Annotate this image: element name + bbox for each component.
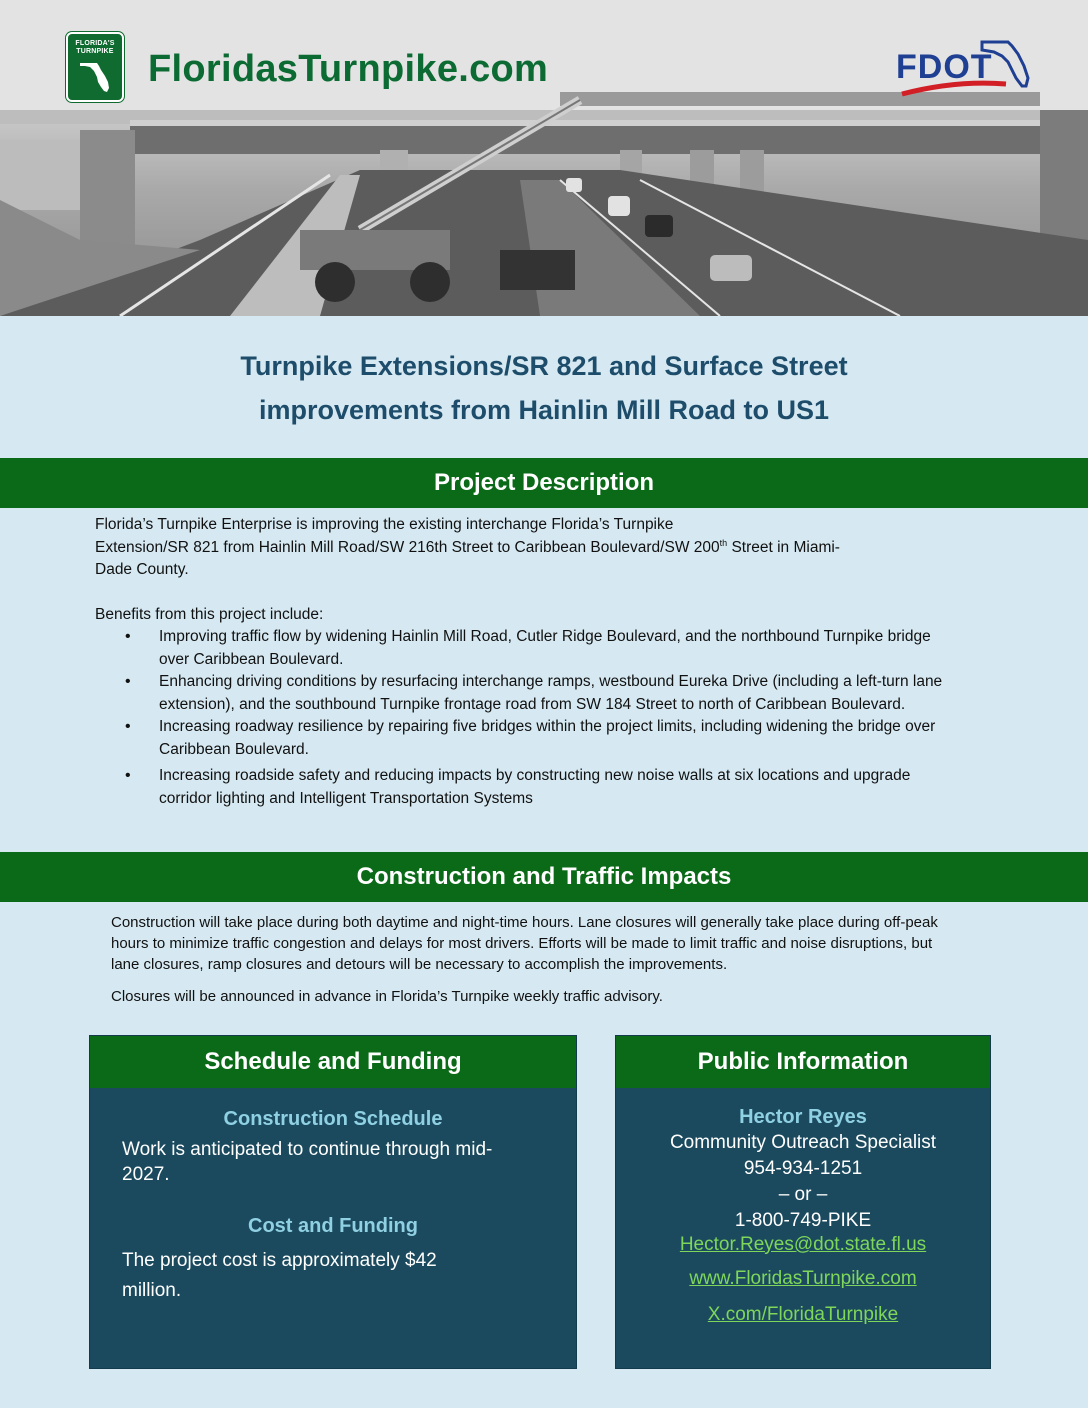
- construction-schedule-text: Work is anticipated to continue through mid-2027.: [122, 1139, 493, 1185]
- benefit-item: • Enhancing driving conditions by resurfacing interchange ramps, westbound Eureka Drive (including a left-turn lane extension), and the southbound Turnpike frontage road from SW 184 Street to north of Caribbean Boulevard.: [95, 671, 955, 716]
- social-link[interactable]: X.com/FloridaTurnpike: [707, 1304, 899, 1325]
- intro-line2a: Extension/SR 821 from Hainlin Mill Road/SW 216th Street to Caribbean Boulevard/SW 200: [95, 538, 720, 556]
- florida-map-icon: [79, 60, 111, 94]
- schedule-funding-panel: [89, 1035, 577, 1369]
- contact-phone: 954-934-1251: [743, 1158, 863, 1179]
- schedule-funding-heading: Schedule and Funding: [90, 1036, 576, 1088]
- benefits-list: [95, 626, 955, 810]
- public-information-heading: Public Information: [616, 1036, 990, 1088]
- logo-text-line2: TURNPIKE: [76, 48, 114, 55]
- fdot-logo: [896, 36, 1036, 100]
- intro-line2-sup: th: [719, 537, 728, 548]
- cost-funding-text: The project cost is approximately $42 million.: [122, 1250, 437, 1301]
- header-banner: [0, 0, 1088, 316]
- intro-line3: Dade County.: [95, 561, 189, 578]
- contact-name: Hector Reyes: [739, 1106, 867, 1128]
- construction-body: [111, 912, 961, 1018]
- construction-paragraph-2: Closures will be announced in advance in Florida’s Turnpike weekly traffic advisory.: [111, 988, 663, 1005]
- benefit-item: • Increasing roadway resilience by repairing five bridges within the project limits, including widening the bridge over Caribbean Boulevard.: [95, 716, 955, 761]
- project-description-body: [95, 514, 955, 810]
- project-description-heading: Project Description: [0, 458, 1088, 508]
- contact-email-link[interactable]: Hector.Reyes@dot.state.fl.us: [679, 1234, 927, 1255]
- cost-funding-title: Cost and Funding: [248, 1215, 418, 1237]
- construction-schedule-title: Construction Schedule: [223, 1108, 443, 1130]
- page-title: [0, 344, 1088, 432]
- page-title-line1: Turnpike Extensions/SR 821 and Surface Street: [240, 351, 848, 381]
- floridas-turnpike-logo: [66, 32, 124, 102]
- construction-paragraph-1: Construction will take place during both daytime and night-time hours. Lane closures will generally take place during off-peak hours to minimize traffic congestion and delays for most drivers. Efforts will be made to limit traffic and noise disruptions, but lane closures, ramp closures and detours will be necessary to accomplish the improvements.: [111, 914, 938, 973]
- page-title-line2: improvements from Hainlin Mill Road to US1: [258, 395, 830, 425]
- intro-line2b: Street in Miami-: [727, 538, 840, 556]
- contact-phone-alt: 1-800-749-PIKE: [734, 1210, 872, 1231]
- benefit-item: • Improving traffic flow by widening Hainlin Mill Road, Cutler Ridge Boulevard, and the northbound Turnpike bridge over Caribbean Boulevard.: [95, 626, 955, 671]
- site-name: FloridasTurnpike.com: [148, 48, 549, 90]
- public-information-panel: [615, 1035, 991, 1369]
- intro-paragraph: [95, 514, 955, 582]
- contact-role: Community Outreach Specialist: [669, 1132, 937, 1153]
- contact-or-separator: – or –: [778, 1184, 828, 1205]
- benefit-item: • Increasing roadside safety and reducing impacts by constructing new noise walls at six locations and upgrade corridor lighting and Intelligent Transportation Systems: [95, 765, 955, 810]
- fdot-logo-text: FDOT: [896, 48, 993, 86]
- benefits-label: Benefits from this project include:: [95, 605, 324, 623]
- logo-text-line1: FLORIDA'S: [75, 40, 115, 47]
- website-link[interactable]: www.FloridasTurnpike.com: [689, 1268, 917, 1289]
- construction-heading: Construction and Traffic Impacts: [0, 852, 1088, 902]
- intro-line1: Florida’s Turnpike Enterprise is improving the existing interchange Florida’s Turnpike: [95, 516, 674, 533]
